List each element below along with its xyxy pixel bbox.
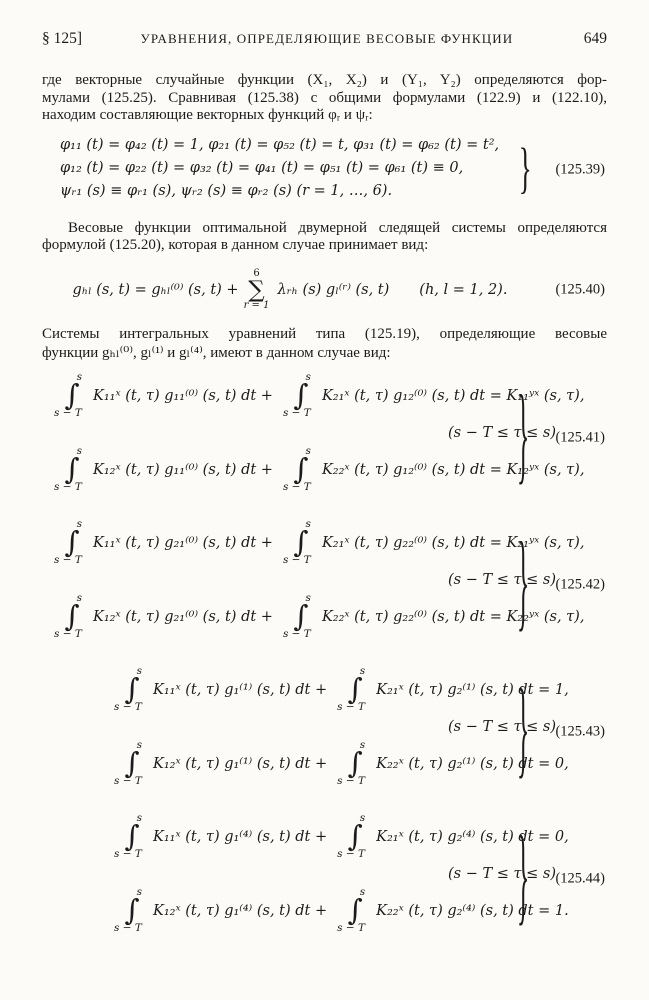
range-condition: (s − T ≤ τ ≤ s) [448, 865, 556, 882]
integrand: K₂₂ˣ (t, τ) g₂⁽⁴⁾ (s, t) dt = 1. [376, 902, 569, 919]
integral-icon: ∫ [347, 893, 363, 928]
integrand: K₂₁ˣ (t, τ) g₂₂⁽⁰⁾ (s, t) dt = K₂₁ʸˣ (s, τ), [321, 534, 585, 551]
text-line: функции gₕₗ⁽⁰⁾, gₗ⁽¹⁾ и gₗ⁽⁴⁾, имеют в данном случае вид: [42, 345, 391, 362]
page-number: 649 [583, 30, 607, 47]
integral-upper-limit: s [136, 739, 142, 752]
integral-icon: ∫ [293, 378, 309, 413]
formula-row [6, 263, 571, 317]
range-condition: (s − T ≤ τ ≤ s) [448, 424, 556, 441]
integrand: K₁₂ˣ (t, τ) g₂₁⁽⁰⁾ (s, t) dt + [93, 608, 273, 625]
text-line: формулой (125.20), которая в данном случае принимает вид: [42, 237, 429, 254]
equation-system-125-42 [42, 512, 607, 658]
integrand: K₁₁ˣ (t, τ) g₁⁽¹⁾ (s, t) dt + [153, 681, 328, 698]
integral-upper-limit: s [76, 518, 82, 531]
integral-sign [114, 666, 150, 713]
integral-sign [283, 593, 319, 640]
equation-125-40 [42, 263, 607, 317]
integral-icon: ∫ [293, 525, 309, 560]
integral-upper-limit: s [76, 445, 82, 458]
range-condition: (s − T ≤ τ ≤ s) [448, 718, 556, 735]
formula-lhs: gₕₗ (s, t) = gₕₗ⁽⁰⁾ (s, t) + [72, 281, 239, 298]
integral-sign [54, 593, 90, 640]
formula-line: ψᵣ₁ (s) ≡ φᵣ₁ (s), ψᵣ₂ (s) ≡ φᵣ₂ (s) (r = 1, …, 6). [60, 182, 393, 199]
section-number: § 125] [42, 30, 83, 47]
integral-lower-limit: s − T [337, 922, 365, 935]
integral-sign [114, 887, 150, 934]
integral-sign [337, 666, 373, 713]
equation-number: (125.40) [555, 281, 605, 298]
integral-equation-line [42, 591, 585, 643]
integrand: K₁₁ˣ (t, τ) g₁₁⁽⁰⁾ (s, t) dt + [93, 387, 273, 404]
equation-number: (125.42) [555, 576, 605, 593]
paragraph-weight-functions [42, 220, 607, 255]
integral-icon: ∫ [124, 746, 140, 781]
integral-sign [54, 372, 90, 419]
integral-icon: ∫ [124, 819, 140, 854]
summation-sign [244, 269, 270, 311]
integrand: K₂₂ˣ (t, τ) g₂⁽¹⁾ (s, t) dt = 0, [376, 755, 569, 772]
integral-sign [337, 813, 373, 860]
integral-icon: ∫ [124, 893, 140, 928]
system-brace: } [516, 524, 529, 643]
text-line: Системы интегральных уравнений типа (125.19), определяющие весовые [42, 325, 607, 342]
integral-lower-limit: s − T [54, 628, 82, 641]
equation-125-39 [42, 134, 607, 206]
integral-icon: ∫ [347, 819, 363, 854]
formula-line: φ₁₂ (t) = φ₂₂ (t) = φ₃₂ (t) = φ₄₁ (t) = φ₅₁ (t) = φ₆₁ (t) ≡ 0, [60, 159, 464, 176]
integral-lower-limit: s − T [54, 407, 82, 420]
integral-upper-limit: s [136, 812, 142, 825]
equation-number: (125.41) [555, 429, 605, 446]
integral-icon: ∫ [293, 599, 309, 634]
integrand: K₁₁ˣ (t, τ) g₂₁⁽⁰⁾ (s, t) dt + [93, 534, 273, 551]
integral-upper-limit: s [76, 592, 82, 605]
formula-line: φ₁₁ (t) = φ₄₂ (t) = 1, φ₂₁ (t) = φ₅₂ (t) = t, φ₃₁ (t) = φ₆₂ (t) = t², [60, 136, 500, 153]
integral-upper-limit: s [359, 739, 366, 752]
system-brace: } [516, 377, 529, 496]
integral-sign [114, 813, 150, 860]
sum-upper-limit: 6 [253, 267, 260, 279]
integral-icon: ∫ [124, 672, 140, 707]
formula-rhs: λᵣₕ (s) gₗ⁽ʳ⁾ (s, t) [277, 281, 390, 298]
integral-icon: ∫ [64, 452, 80, 487]
integral-lower-limit: s − T [282, 407, 311, 420]
integral-upper-limit: s [136, 665, 142, 678]
equation-system-125-43 [42, 659, 607, 805]
equation-number: (125.39) [555, 161, 605, 178]
integral-equation-line [42, 517, 585, 569]
integral-lower-limit: s − T [114, 922, 142, 935]
integral-sign [337, 740, 373, 787]
integral-lower-limit: s − T [337, 701, 365, 714]
integrand: K₁₂ˣ (t, τ) g₁⁽¹⁾ (s, t) dt + [153, 755, 328, 772]
equation-number: (125.44) [555, 870, 605, 887]
system-brace: } [516, 818, 529, 937]
integral-equation-line [42, 811, 570, 863]
integral-lower-limit: s − T [337, 775, 365, 788]
running-head [42, 30, 607, 48]
sum-lower-limit: r = 1 [243, 299, 270, 311]
text-line: мулами (125.25). Сравнивая (125.38) с общими формулами (122.9) и (122.10), [42, 89, 607, 106]
integral-sign [283, 372, 319, 419]
integrand: K₂₂ˣ (t, τ) g₂₂⁽⁰⁾ (s, t) dt = K₂₂ʸˣ (s, τ), [321, 608, 585, 625]
integral-lower-limit: s − T [54, 554, 82, 567]
integral-upper-limit: s [305, 518, 311, 531]
integral-lower-limit: s − T [282, 481, 311, 494]
integrand: K₂₂ˣ (t, τ) g₁₂⁽⁰⁾ (s, t) dt = K₁₂ʸˣ (s, τ), [321, 461, 585, 478]
sigma-icon: ∑ [248, 276, 265, 303]
integral-upper-limit: s [359, 665, 366, 678]
integral-sign [54, 446, 90, 493]
formula-condition: (h, l = 1, 2). [419, 281, 508, 298]
integral-upper-limit: s [305, 371, 311, 384]
integral-sign [283, 446, 319, 493]
integral-lower-limit: s − T [282, 554, 311, 567]
integral-lower-limit: s − T [54, 481, 82, 494]
equation-system-125-41 [42, 365, 607, 511]
integral-equation-line [42, 885, 570, 937]
integral-equation-line [42, 738, 570, 790]
text-line: Весовые функции оптимальной двумерной следящей системы определяются [68, 219, 607, 236]
integral-sign [283, 519, 319, 566]
integral-lower-limit: s − T [114, 775, 142, 788]
integrand: K₁₁ˣ (t, τ) g₁⁽⁴⁾ (s, t) dt + [153, 828, 328, 845]
integral-upper-limit: s [305, 592, 311, 605]
equation-number: (125.43) [555, 723, 605, 740]
integrand: K₁₂ˣ (t, τ) g₁₁⁽⁰⁾ (s, t) dt + [93, 461, 273, 478]
integrand: K₂₁ˣ (t, τ) g₁₂⁽⁰⁾ (s, t) dt = K₁₁ʸˣ (s, τ), [321, 387, 585, 404]
range-condition: (s − T ≤ τ ≤ s) [448, 571, 556, 588]
integral-sign [54, 519, 90, 566]
integral-equation-line [42, 444, 585, 496]
system-brace: } [516, 671, 529, 790]
text-line: где векторные случайные функции (X₁, X₂) и (Y₁, Y₂) определяются фор- [42, 72, 607, 88]
text-line: находим составляющие векторных функций φᵣ и ψᵣ: [42, 107, 373, 124]
integral-upper-limit: s [359, 812, 366, 825]
integrand: K₁₂ˣ (t, τ) g₁⁽⁴⁾ (s, t) dt + [153, 902, 328, 919]
integral-icon: ∫ [347, 746, 363, 781]
integrand: K₂₁ˣ (t, τ) g₂⁽⁴⁾ (s, t) dt = 0, [376, 828, 569, 845]
integral-upper-limit: s [305, 445, 311, 458]
chapter-title: УРАВНЕНИЯ, ОПРЕДЕЛЯЮЩИЕ ВЕСОВЫЕ ФУНКЦИИ [140, 31, 514, 46]
paragraph-systems-intro [42, 325, 607, 364]
integral-equation-line [42, 370, 585, 422]
integrand: K₂₁ˣ (t, τ) g₂⁽¹⁾ (s, t) dt = 1, [376, 681, 569, 698]
paragraph-intro [42, 72, 607, 125]
integral-equation-line [42, 664, 570, 716]
integral-sign [114, 740, 150, 787]
integral-icon: ∫ [293, 452, 309, 487]
integral-upper-limit: s [76, 371, 82, 384]
integral-icon: ∫ [64, 599, 80, 634]
integral-lower-limit: s − T [282, 628, 311, 641]
system-equations [42, 664, 570, 790]
integral-icon: ∫ [347, 672, 363, 707]
system-equations [42, 811, 570, 937]
integral-lower-limit: s − T [114, 701, 142, 714]
integral-upper-limit: s [136, 886, 142, 899]
integral-lower-limit: s − T [337, 848, 365, 861]
integral-icon: ∫ [64, 525, 80, 560]
system-brace: } [518, 138, 532, 200]
integral-sign [337, 887, 373, 934]
integral-icon: ∫ [64, 378, 80, 413]
integral-upper-limit: s [359, 886, 366, 899]
equation-system-125-44 [42, 806, 607, 952]
integral-lower-limit: s − T [114, 848, 142, 861]
